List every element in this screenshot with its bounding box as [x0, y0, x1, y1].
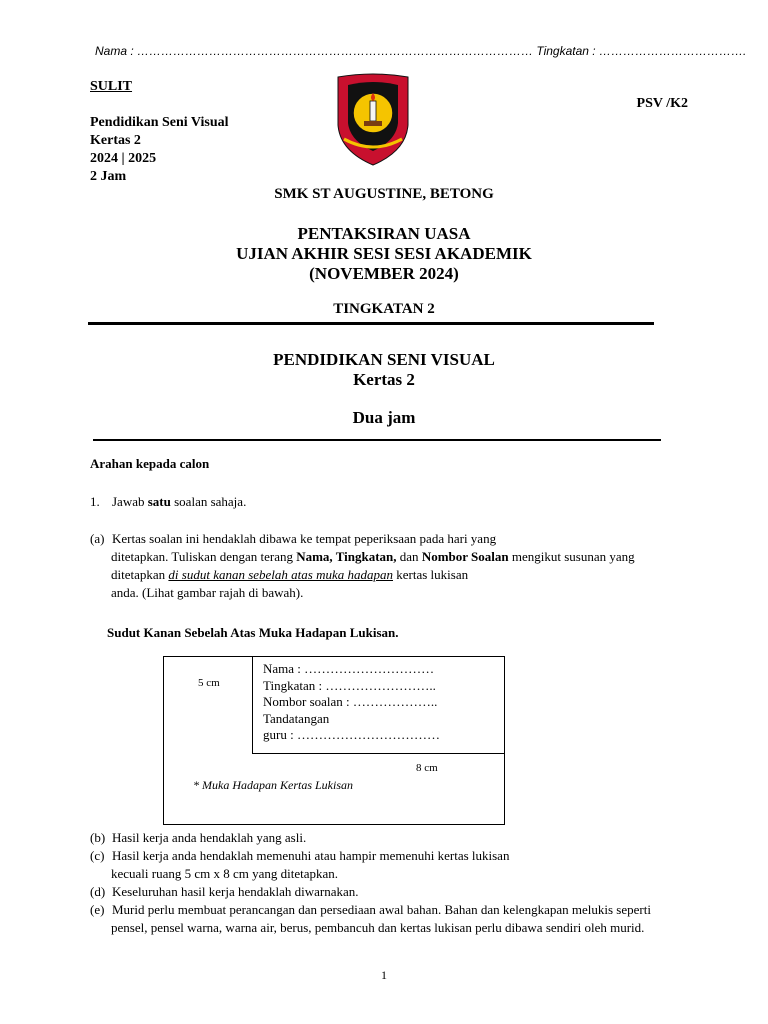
rules-list — [90, 829, 710, 937]
rule-c — [90, 847, 710, 883]
rule-d-text: Keseluruhan hasil kerja hendaklah diwarnakan. — [112, 884, 359, 899]
assessment-line-2: UJIAN AKHIR SESI SESI AKADEMIK — [236, 244, 532, 263]
a3-pre: ditetapkan — [111, 567, 169, 582]
meta-subject: Pendidikan Seni Visual — [90, 115, 229, 130]
meta-paper: Kertas 2 — [90, 133, 141, 148]
a2-mid: dan — [396, 549, 422, 564]
q1-text-bold: satu — [147, 494, 171, 509]
assessment-title — [0, 224, 768, 284]
paper-code: PSV /K2 — [636, 96, 688, 111]
subject-paper: Kertas 2 — [353, 370, 415, 389]
label-area-fields — [263, 661, 440, 744]
meta-session: 2024 | 2025 — [90, 151, 157, 166]
corner-heading: Sudut Kanan Sebelah Atas Muka Hadapan Lukisan. — [107, 625, 399, 640]
a2-pre: ditetapkan. Tuliskan dengan terang — [111, 549, 297, 564]
instructions-heading: Arahan kepada calon — [90, 456, 210, 471]
field-signature-2: guru : …………………………… — [263, 727, 440, 742]
school-name: SMK ST AUGUSTINE, BETONG — [274, 186, 494, 202]
instruction-a-line-3 — [90, 566, 690, 584]
form-level: TINGKATAN 2 — [333, 301, 435, 317]
instruction-a-line-4: anda. (Lihat gambar rajah di bawah). — [111, 585, 304, 600]
school-crest-icon — [334, 73, 412, 167]
rule-e-text-1: Murid perlu membuat perancangan dan persediaan awal bahan. Bahan dan kelengkapan melukis seperti — [112, 902, 651, 917]
rule-c-label: (c) — [90, 848, 105, 863]
a2-post: mengikut susunan yang — [508, 549, 635, 564]
field-question-number: Nombor soalan : ……………….. — [263, 694, 438, 709]
dimension-width: 8 cm — [416, 762, 438, 774]
rule-d-label: (d) — [90, 884, 106, 899]
divider-1 — [88, 322, 654, 325]
field-form: Tingkatan : …………………….. — [263, 677, 436, 693]
rule-e-text-2: pensel, pensel warna, warna air, berus, pembancuh dan kertas lukisan perlu dibawa sendiri oleh murid. — [111, 920, 645, 935]
field-signature-1: Tandatangan — [263, 710, 330, 726]
rule-b — [90, 829, 710, 847]
rule-e — [90, 901, 710, 937]
rule-d — [90, 883, 710, 901]
subject-title-block — [0, 350, 768, 390]
instruction-a — [90, 530, 690, 602]
meta-duration: 2 Jam — [90, 169, 127, 184]
a2-bold-2: Nombor Soalan — [421, 549, 509, 564]
field-name: Nama : ………………………… — [263, 661, 435, 676]
rule-c-text-1: Hasil kerja anda hendaklah memenuhi atau hampir memenuhi kertas lukisan — [112, 848, 510, 863]
rule-b-text: Hasil kerja anda hendaklah yang asli. — [112, 830, 307, 845]
instruction-a-label: (a) — [90, 531, 105, 546]
q1-text-post: soalan sahaja. — [170, 494, 247, 509]
instruction-a-line-2 — [90, 548, 690, 566]
instruction-a-line-1: Kertas soalan ini hendaklah dibawa ke tempat peperiksaan pada hari yang — [112, 531, 497, 546]
dimension-height: 5 cm — [198, 677, 220, 689]
page-number: 1 — [381, 968, 387, 982]
a3-emphasis: di sudut kanan sebelah atas muka hadapan — [168, 567, 393, 582]
divider-2 — [93, 439, 661, 441]
assessment-line-3: (NOVEMBER 2024) — [309, 264, 459, 283]
instruction-1-number: 1. — [90, 494, 100, 509]
rule-b-label: (b) — [90, 830, 106, 845]
exam-duration: Dua jam — [352, 408, 416, 427]
instruction-1 — [90, 493, 246, 511]
subject-title: PENDIDIKAN SENI VISUAL — [273, 350, 495, 369]
a2-bold-1: Nama, Tingkatan, — [296, 549, 397, 564]
paper-meta — [90, 114, 229, 186]
rule-c-text-2: kecuali ruang 5 cm x 8 cm yang ditetapkan. — [111, 866, 339, 881]
candidate-header: Nama : ……………………………………………………………………………………… Tingkatan : ………………………………. — [95, 44, 747, 58]
diagram-caption: * Muka Hadapan Kertas Lukisan — [193, 778, 353, 792]
assessment-line-1: PENTAKSIRAN UASA — [297, 224, 471, 243]
q1-text-pre: Jawab — [112, 494, 148, 509]
classification-label: SULIT — [90, 79, 133, 94]
a3-post: kertas lukisan — [393, 567, 469, 582]
rule-e-label: (e) — [90, 902, 105, 917]
